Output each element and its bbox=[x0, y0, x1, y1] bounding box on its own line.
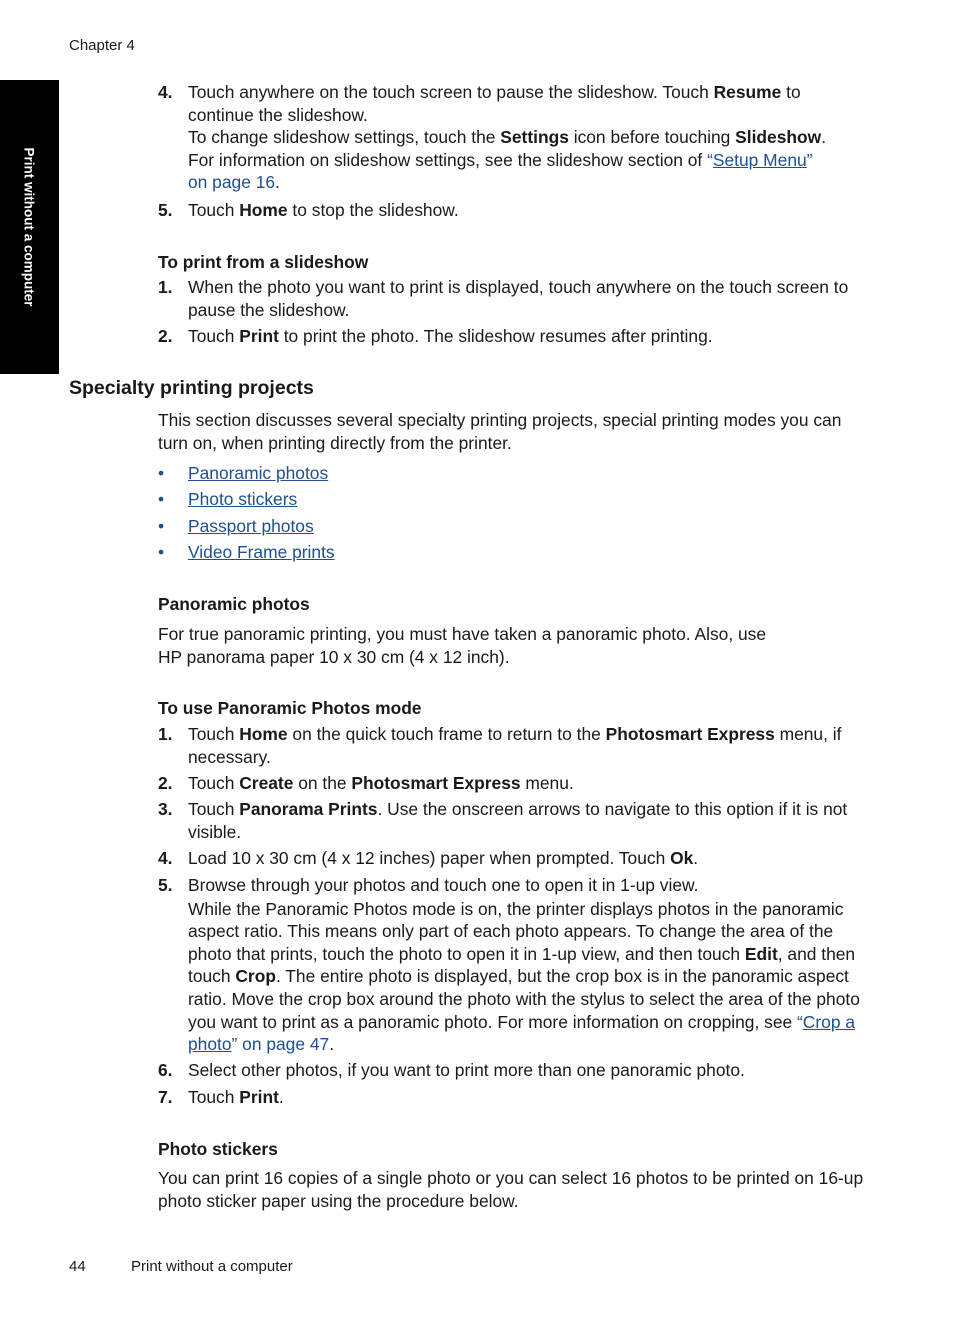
panoramic-step-3: 3. Touch Panorama Prints. Use the onscreen arrows to navigate to this option if it is not visible. bbox=[158, 799, 848, 842]
list-item: • Photo stickers bbox=[158, 489, 298, 509]
panoramic-step-2: 2. Touch Create on the Photosmart Express menu. bbox=[158, 773, 574, 793]
print-slideshow-step-2: 2. Touch Print to print the photo. The slideshow resumes after printing. bbox=[158, 326, 713, 346]
step-number: 5. bbox=[158, 200, 173, 220]
panoramic-step-1: 1. Touch Home on the quick touch frame to return to the Photosmart Express menu, if necessary. bbox=[158, 724, 842, 767]
panoramic-heading: Panoramic photos bbox=[158, 594, 310, 614]
photo-stickers-link[interactable]: Photo stickers bbox=[188, 489, 298, 509]
panoramic-step-7: 7. Touch Print. bbox=[158, 1087, 284, 1107]
panoramic-intro: For true panoramic printing, you must have taken a panoramic photo. Also, use HP panorama paper 10 x 30 cm (4 x 12 inch). bbox=[158, 624, 767, 667]
list-item: • Panoramic photos bbox=[158, 463, 329, 483]
side-tab-label: Print without a computer bbox=[21, 147, 37, 307]
list-item: • Video Frame prints bbox=[158, 542, 335, 562]
panoramic-step-4: 4. Load 10 x 30 cm (4 x 12 inches) paper when prompted. Touch Ok. bbox=[158, 848, 699, 868]
step-note: To change slideshow settings, touch the Settings icon before touching Slideshow. For information on slideshow settings, see the slideshow section of “Setup Menu” on page 16. bbox=[188, 127, 827, 193]
specialty-intro: This section discusses several specialty printing projects, special printing modes you can turn on, when printing directly from the printer. bbox=[158, 410, 842, 453]
side-tab bbox=[0, 80, 59, 374]
page-number: 44 bbox=[69, 1258, 86, 1275]
setup-menu-link[interactable]: “Setup Menu” on page 16 bbox=[188, 149, 813, 193]
video-frame-prints-link[interactable]: Video Frame prints bbox=[188, 542, 335, 562]
panoramic-step-5: 5. Browse through your photos and touch one to open it in 1-up view. While the Panoramic Photos mode is on, the printer displays photos in the panoramic aspect ratio. This means only part of each photo appears. To change the area of the photo that prints, touch the photo to open it in 1-up view, and then touch Edit, and then touch Crop. The entire photo is displayed, but the crop box is in the panoramic aspect ratio. Move the crop box around the photo with the stylus to select the area of the photo you want to print as a panoramic photo. For more information on cropping, see “Crop a photo” on page 47. bbox=[158, 875, 860, 1055]
specialty-heading: Specialty printing projects bbox=[69, 377, 314, 399]
list-item: • Passport photos bbox=[158, 516, 314, 536]
step-text: Touch Home to stop the slideshow. bbox=[188, 200, 459, 220]
step-text: Touch anywhere on the touch screen to pause the slideshow. Touch Resume to continue the slideshow. bbox=[188, 82, 801, 125]
panoramic-mode-heading: To use Panoramic Photos mode bbox=[158, 698, 422, 718]
footer-section: Print without a computer bbox=[131, 1258, 293, 1275]
print-slideshow-step-1: 1. When the photo you want to print is displayed, touch anywhere on the touch screen to pause the slideshow. bbox=[158, 277, 849, 320]
panoramic-step-6: 6. Select other photos, if you want to print more than one panoramic photo. bbox=[158, 1060, 745, 1080]
panoramic-photos-link[interactable]: Panoramic photos bbox=[188, 463, 329, 483]
chapter-header: Chapter 4 bbox=[69, 37, 135, 54]
passport-photos-link[interactable]: Passport photos bbox=[188, 516, 314, 536]
photo-stickers-intro: You can print 16 copies of a single photo or you can select 16 photos to be printed on 16-up photo sticker paper using the procedure below. bbox=[158, 1168, 864, 1211]
crop-a-photo-link[interactable]: “Crop a photo” on page 47 bbox=[188, 1011, 855, 1055]
print-slideshow-heading: To print from a slideshow bbox=[158, 252, 369, 272]
photo-stickers-heading: Photo stickers bbox=[158, 1139, 278, 1159]
slideshow-step-4 bbox=[158, 81, 870, 194]
slideshow-step-5 bbox=[158, 199, 870, 222]
step-number: 4. bbox=[158, 82, 173, 102]
